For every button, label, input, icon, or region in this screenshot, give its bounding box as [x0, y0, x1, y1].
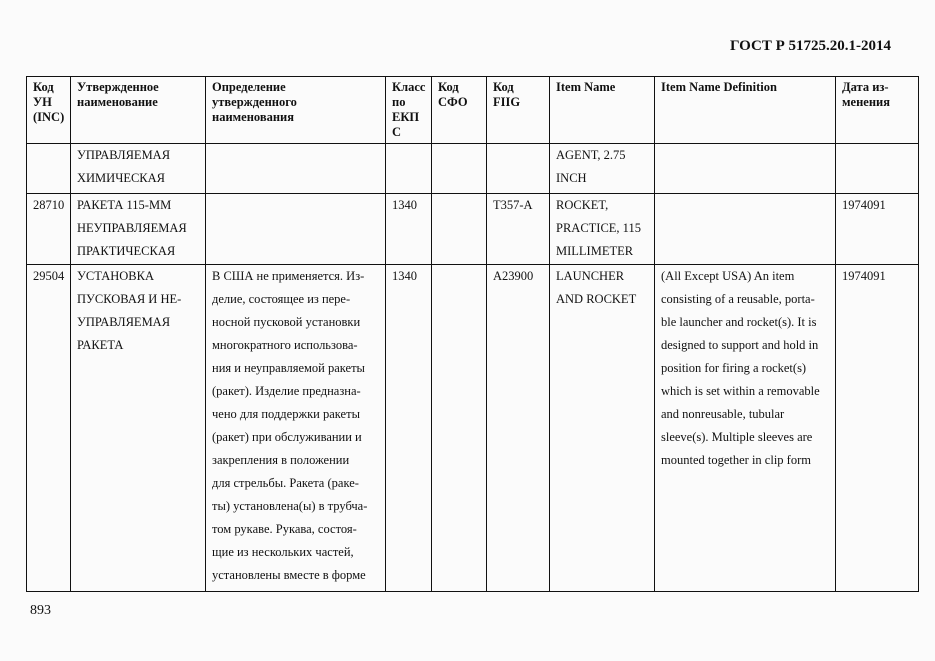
cell-approved-name: РАКЕТА 115-ММ НЕУПРАВЛЯЕМАЯ ПРАКТИЧЕСКАЯ — [71, 194, 206, 265]
table-row — [27, 144, 919, 194]
cell-class: 1340 — [386, 265, 432, 592]
col-header-change-date: Дата из- менения — [836, 77, 919, 144]
cell-approved-name: УСТАНОВКА ПУСКОВАЯ И НЕ- УПРАВЛЯЕМАЯ РАКЕТА — [71, 265, 206, 592]
cell-item-name-definition — [655, 144, 836, 194]
cell-inc: 29504 — [27, 265, 71, 592]
cell-inc: 28710 — [27, 194, 71, 265]
table-row — [27, 265, 919, 592]
col-header-item-name: Item Name — [550, 77, 655, 144]
col-header-sfo: Код СФО — [432, 77, 487, 144]
cell-item-name-definition: (All Except USA) An item consisting of a reusable, porta- ble launcher and rocket(s). It is designed to support and hold in position for firing a rocket(s) which is set within a removable and nonreusable, tubular sleeve(s). Multiple sleeves are mounted together in clip form — [655, 265, 836, 592]
cell-sfo — [432, 194, 487, 265]
cell-definition: В США не применяется. Из- делие, состоящее из пере- носной пусковой установки многократного использова- ния и неуправляемой ракеты (ракет). Изделие предназна- чено для поддержки ракеты (ракет) при обслуживании и закрепления в положении для стрельбы. Ракета (раке- ты) установлена(ы) в трубча- том рукаве. Рукава, состоя- щие из нескольких частей, установлены вместе в форме — [206, 265, 386, 592]
cell-sfo — [432, 265, 487, 592]
cell-class: 1340 — [386, 194, 432, 265]
cell-change-date: 1974091 — [836, 194, 919, 265]
col-header-inc: Код УН (INC) — [27, 77, 71, 144]
cell-inc — [27, 144, 71, 194]
item-catalog-table — [26, 76, 919, 592]
cell-fiig: A23900 — [487, 265, 550, 592]
cell-item-name-definition — [655, 194, 836, 265]
cell-item-name: ROCKET, PRACTICE, 115 MILLIMETER — [550, 194, 655, 265]
cell-item-name: AGENT, 2.75 INCH — [550, 144, 655, 194]
col-header-definition: Определение утвержденного наименования — [206, 77, 386, 144]
document-standard-title: ГОСТ Р 51725.20.1-2014 — [729, 38, 891, 54]
cell-fiig: T357-A — [487, 194, 550, 265]
cell-definition — [206, 144, 386, 194]
col-header-item-name-definition: Item Name Definition — [655, 77, 836, 144]
cell-change-date: 1974091 — [836, 265, 919, 592]
cell-change-date — [836, 144, 919, 194]
cell-class — [386, 144, 432, 194]
cell-definition — [206, 194, 386, 265]
cell-sfo — [432, 144, 487, 194]
table-row — [27, 194, 919, 265]
col-header-fiig: Код FIIG — [487, 77, 550, 144]
col-header-class: Класс по ЕКП С — [386, 77, 432, 144]
col-header-approved-name: Утвержденное наименование — [71, 77, 206, 144]
cell-approved-name: УПРАВЛЯЕМАЯ ХИМИЧЕСКАЯ — [71, 144, 206, 194]
table-header-row — [27, 77, 919, 144]
page-number: 893 — [30, 603, 51, 618]
cell-item-name: LAUNCHER AND ROCKET — [550, 265, 655, 592]
cell-fiig — [487, 144, 550, 194]
